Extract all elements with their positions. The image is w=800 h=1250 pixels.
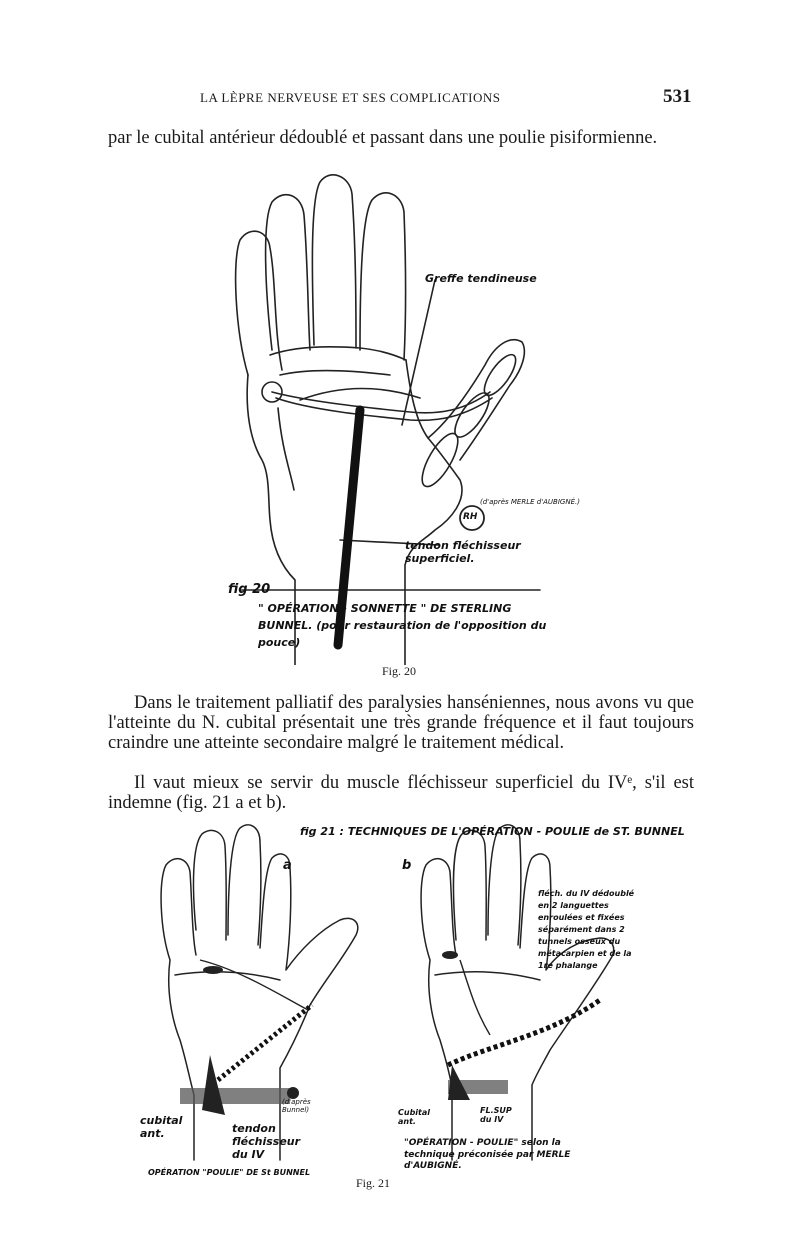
label-annotation-b: fléch. du IV dédoublé en 2 languettes enroulées et fixées séparément dans 2 tunnels osseux du métacarpien et de la 1re phalange (538, 889, 635, 970)
page-number: 531 (663, 86, 692, 107)
label-fig20: fig 20 (228, 582, 271, 597)
label-flsup-b: FL.SUP du IV (480, 1106, 512, 1124)
label-op-a: OPÉRATION "POULIE" DE St BUNNEL (148, 1168, 311, 1177)
label-fig21-title: fig 21 : TECHNIQUES DE L'OPÉRATION - POULIE de ST. BUNNEL (300, 825, 685, 838)
label-letter-a: a (283, 858, 292, 873)
middle-finger (312, 175, 356, 348)
figure-20-caption: Fig. 20 (382, 664, 417, 678)
label-cubital-b: Cubital ant. (398, 1108, 430, 1126)
label-letter-b: b (402, 858, 412, 873)
label-tendon: tendon fléchisseur superficiel. (405, 539, 521, 565)
running-title: LA LÈPRE NERVEUSE ET SES COMPLICATIONS (200, 90, 501, 105)
figure-21-caption: Fig. 21 (356, 1176, 391, 1190)
label-source: (d'après MERLE d'AUBIGNÉ.) (480, 498, 580, 506)
label-cubital-a: cubital ant. (140, 1114, 183, 1140)
paragraph-3: Il vaut mieux se servir du muscle fléchisseur superficiel du IVᵉ, s'il est indemne (fig. 21 a et b). (108, 773, 694, 813)
label-greffe: Greffe tendineuse (425, 272, 537, 285)
label-tendon-a: tendon fléchisseur du IV (232, 1122, 301, 1161)
index-finger (360, 193, 406, 360)
paragraph-1: par le cubital antérieur dédoublé et passant dans une poulie pisiformienne. (108, 128, 658, 148)
paragraph-2: Dans le traitement palliatif des paralysies hanséniennes, nous avons vu que l'atteinte du N. cubital présentait une très grande fréquence et il faut toujours craindre une atteinte secondaire malgré le traitement médical. (108, 693, 694, 753)
label-op-b: "OPÉRATION - POULIE" selon la technique préconisée par MERLE d'AUBIGNÉ. (404, 1138, 571, 1172)
label-seal: RH (463, 512, 478, 522)
label-operation-sonnette: " OPÉRATION - SONNETTE " DE STERLING BUNNEL. (pour restauration de l'opposition du pouce) (258, 602, 547, 650)
label-apres: (d'après Bunnel) (282, 1098, 311, 1114)
